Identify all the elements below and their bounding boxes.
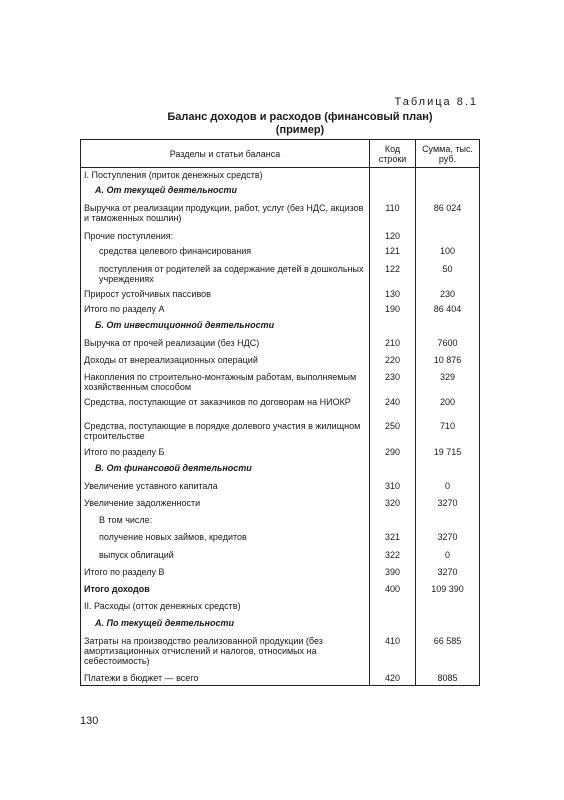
row-code: 130	[370, 287, 416, 302]
row-sum: 100	[416, 244, 480, 262]
row-label: Итого доходов	[81, 582, 370, 599]
row-sum	[416, 461, 480, 479]
row-sum: 200	[416, 395, 480, 419]
table-row	[81, 353, 480, 370]
table-row	[81, 582, 480, 599]
header-label-column: Разделы и статьи баланса	[81, 140, 370, 168]
row-label: II. Расходы (отток денежных средств)	[81, 599, 370, 616]
row-label: А. По текущей деятельности	[81, 616, 370, 634]
row-code: 410	[370, 634, 416, 671]
row-sum: 3270	[416, 530, 480, 548]
row-label: поступления от родителей за содержание детей в дошкольных учреждениях	[81, 262, 370, 287]
row-code: 290	[370, 445, 416, 461]
row-code: 400	[370, 582, 416, 599]
row-code	[370, 318, 416, 336]
row-code: 250	[370, 419, 416, 445]
row-sum: 230	[416, 287, 480, 302]
row-code	[370, 168, 416, 183]
row-label: выпуск облигаций	[81, 548, 370, 565]
page-number: 130	[80, 715, 99, 727]
row-label: В том числе:	[81, 513, 370, 530]
row-label: В. От финансовой деятельности	[81, 461, 370, 479]
table-row	[81, 183, 480, 201]
table-row	[81, 395, 480, 419]
table-row	[81, 419, 480, 445]
row-label: Выручка от прочей реализации (без НДС)	[81, 336, 370, 353]
row-sum: 8085	[416, 671, 480, 686]
row-sum: 710	[416, 419, 480, 445]
table-row	[81, 262, 480, 287]
row-sum	[416, 513, 480, 530]
row-label: Прочие поступления:	[81, 229, 370, 244]
header-code-column: Код строки	[370, 140, 416, 168]
table-row	[81, 229, 480, 244]
table-row	[81, 599, 480, 616]
row-label: Итого по разделу А	[81, 302, 370, 318]
row-code	[370, 513, 416, 530]
row-sum: 10 876	[416, 353, 480, 370]
table-row	[81, 479, 480, 496]
row-label: средства целевого финансирования	[81, 244, 370, 262]
row-sum	[416, 318, 480, 336]
row-sum	[416, 183, 480, 201]
table-row	[81, 287, 480, 302]
row-code: 120	[370, 229, 416, 244]
row-label: Платежи в бюджет — всего	[81, 671, 370, 686]
row-sum: 50	[416, 262, 480, 287]
row-code: 321	[370, 530, 416, 548]
table-row	[81, 671, 480, 686]
table-header-row	[81, 140, 480, 168]
row-sum: 19 715	[416, 445, 480, 461]
row-label: Средства, поступающие в порядке долевого участия в жилищном строительстве	[81, 419, 370, 445]
row-sum	[416, 599, 480, 616]
table-row	[81, 201, 480, 229]
row-code	[370, 599, 416, 616]
table-row	[81, 168, 480, 183]
row-code: 390	[370, 565, 416, 582]
row-code: 310	[370, 479, 416, 496]
row-sum: 3270	[416, 565, 480, 582]
title-line-2: (пример)	[275, 124, 325, 136]
table-row	[81, 530, 480, 548]
row-code: 122	[370, 262, 416, 287]
row-sum: 7600	[416, 336, 480, 353]
row-label: Итого по разделу В	[81, 565, 370, 582]
table-row	[81, 565, 480, 582]
row-code: 240	[370, 395, 416, 419]
row-sum: 86 404	[416, 302, 480, 318]
row-code: 230	[370, 370, 416, 395]
table-row	[81, 318, 480, 336]
table-row	[81, 445, 480, 461]
document-title	[110, 111, 490, 137]
row-label: I. Поступления (приток денежных средств)	[81, 168, 370, 183]
row-sum: 86 024	[416, 201, 480, 229]
table-row	[81, 370, 480, 395]
table-body	[81, 168, 480, 686]
row-code: 220	[370, 353, 416, 370]
row-sum: 109 390	[416, 582, 480, 599]
row-sum	[416, 168, 480, 183]
row-sum	[416, 616, 480, 634]
row-label: Прирост устойчивых пассивов	[81, 287, 370, 302]
row-label: Затраты на производство реализованной продукции (без амортизационных отчислений и налогов, относимых на себестоимость)	[81, 634, 370, 671]
row-label: Б. От инвестиционной деятельности	[81, 318, 370, 336]
row-code: 121	[370, 244, 416, 262]
table-row	[81, 461, 480, 479]
table-row	[81, 616, 480, 634]
title-line-1: Баланс доходов и расходов (финансовый план)	[167, 111, 433, 123]
header-sum-column: Сумма, тыс. руб.	[416, 140, 480, 168]
row-label: получение новых займов, кредитов	[81, 530, 370, 548]
table-row	[81, 634, 480, 671]
row-code: 210	[370, 336, 416, 353]
row-label: Выручка от реализации продукции, работ, услуг (без НДС, акцизов и таможенных пошлин)	[81, 201, 370, 229]
row-sum	[416, 229, 480, 244]
table-number-label: Таблица 8.1	[394, 96, 478, 108]
row-label: Увеличение задолженности	[81, 496, 370, 513]
table-row	[81, 244, 480, 262]
table-row	[81, 513, 480, 530]
row-sum: 0	[416, 479, 480, 496]
table-row	[81, 302, 480, 318]
row-code	[370, 616, 416, 634]
row-label: Средства, поступающие от заказчиков по договорам на НИОКР	[81, 395, 370, 419]
table-row	[81, 548, 480, 565]
row-code: 190	[370, 302, 416, 318]
table-row	[81, 496, 480, 513]
row-label: Увеличение уставного капитала	[81, 479, 370, 496]
row-code: 322	[370, 548, 416, 565]
row-code	[370, 461, 416, 479]
row-label: Итого по разделу Б	[81, 445, 370, 461]
table-row	[81, 336, 480, 353]
row-sum: 329	[416, 370, 480, 395]
row-sum: 3270	[416, 496, 480, 513]
row-code: 420	[370, 671, 416, 686]
row-label: А. От текущей деятельности	[81, 183, 370, 201]
row-code	[370, 183, 416, 201]
row-code: 110	[370, 201, 416, 229]
balance-table	[80, 139, 480, 686]
row-sum: 0	[416, 548, 480, 565]
row-sum: 66 585	[416, 634, 480, 671]
row-label: Доходы от внереализационных операций	[81, 353, 370, 370]
row-code: 320	[370, 496, 416, 513]
row-label: Накопления по строительно-монтажным работам, выполняемым хозяйственным способом	[81, 370, 370, 395]
